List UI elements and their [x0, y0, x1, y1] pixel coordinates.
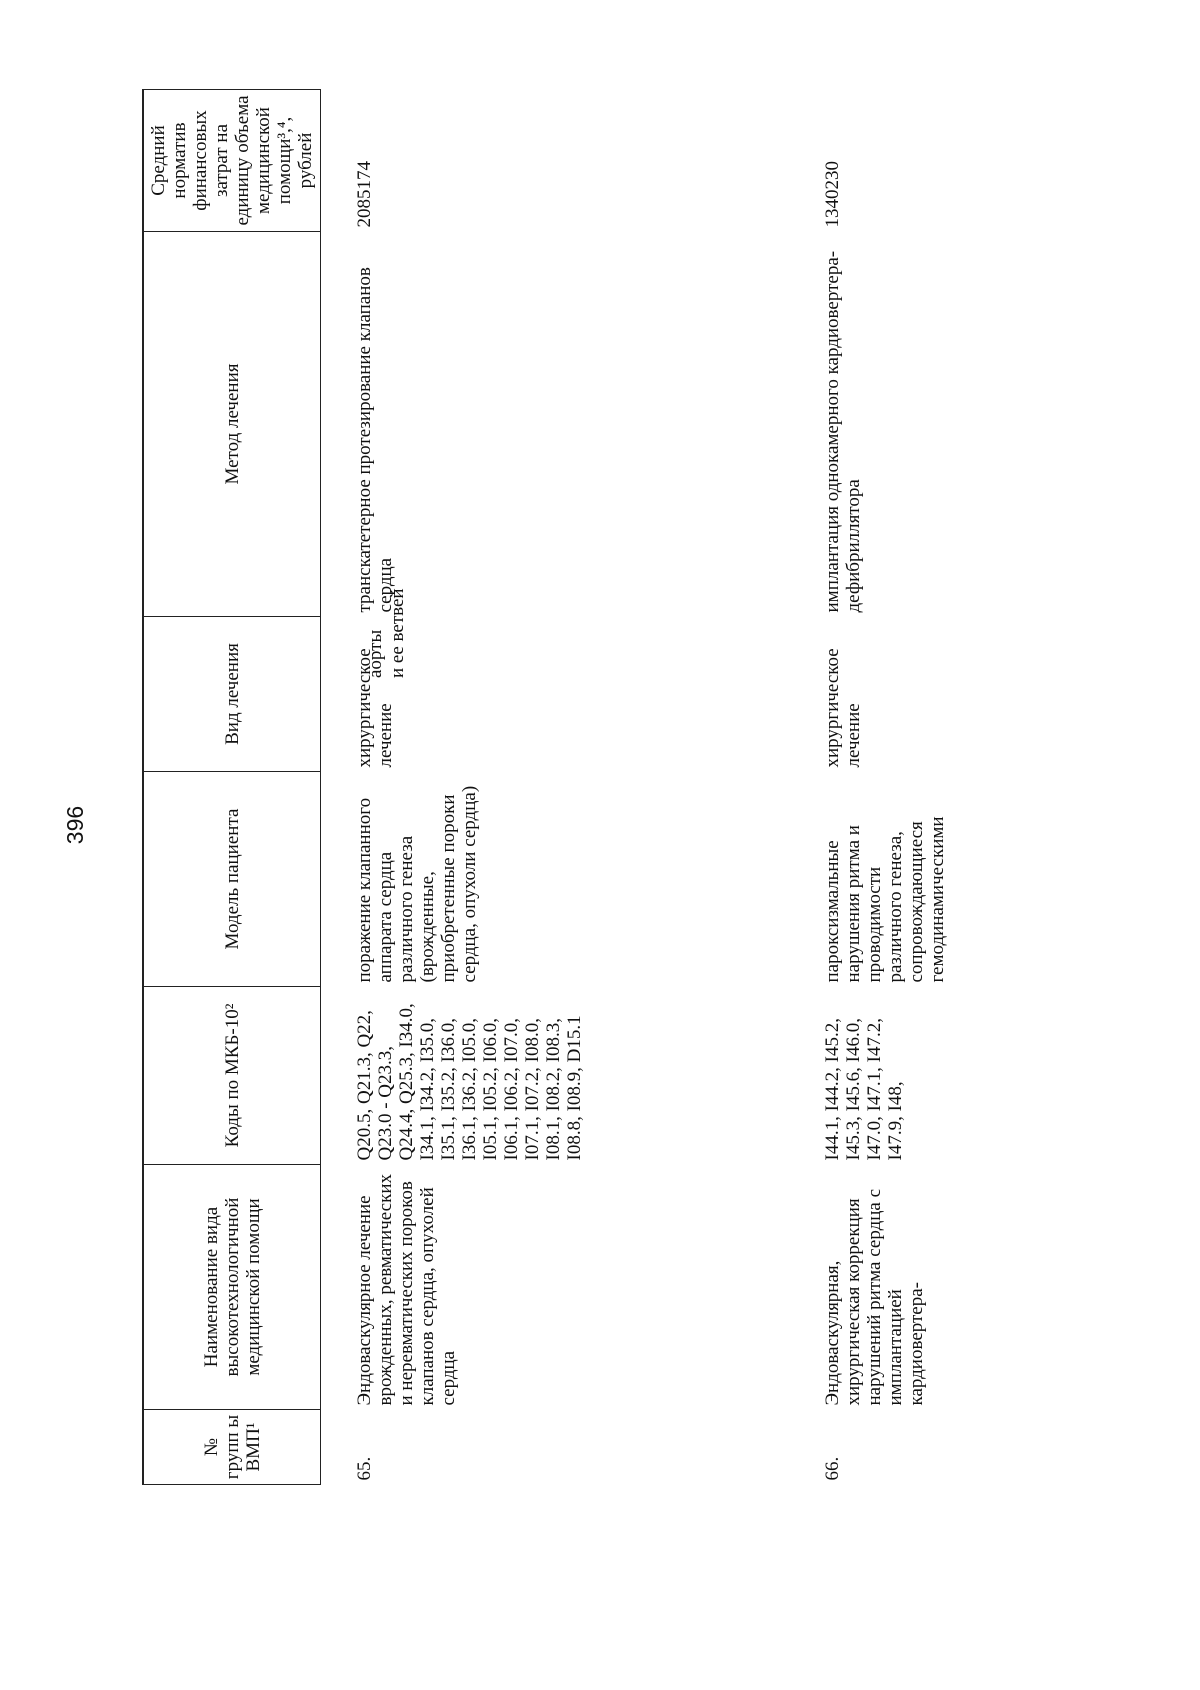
cell-icd-codes: Q20.5, Q21.3, Q22, Q23.0 - Q23.3, Q24.4, Q25.3, I34.0, I34.1, I34.2, I35.0, I35.1, I35.2, I36.0, I36.1, I36.2, I05.0, I05.1, I05.2, I06.0, I06.1, I06.2, I07.0, I07.1, I07.2, I08.0, I08.1, I08.2, I08.3, I08.8, I08.9, D15.1 [354, 1003, 585, 1161]
cell-icd-codes: I44.1, I44.2, I45.2, I45.3, I45.6, I46.0, I47.0, I47.1, I47.2, I47.9, I48, [822, 1018, 906, 1161]
cell-method: транскатетерное протезирование клапанов сердца [354, 267, 396, 613]
header-patient-model: Модель пациента [143, 772, 321, 987]
cell-group-no: 66. [822, 1456, 843, 1481]
cell-patient-model: пароксизмальные нарушения ритма и проводимости различного генеза, сопровождающиеся гемодинамическими [822, 816, 948, 983]
cell-group-no: 65. [354, 1456, 375, 1481]
header-method: Метод лечения [143, 232, 321, 617]
page-number: 396 [62, 805, 88, 845]
header-treatment-type: Вид лечения [143, 617, 321, 772]
cell-method: имплантация однокамерного кардиовертера-дефибриллятора [822, 250, 864, 613]
cell-patient-model: поражение клапанного аппарата сердца различного генеза (врожденные, приобретенные пороки сердца, опухоли сердца) [354, 785, 480, 983]
cell-treatment-type: хирургическое лечение [354, 648, 396, 768]
continuation-line-2: и ее ветвей [387, 588, 408, 678]
table-row [321, 90, 795, 1485]
header-icd-codes: Коды по МКБ-10² [143, 987, 321, 1165]
table-row [794, 90, 948, 1485]
cell-treatment-type: хирургическое лечение [822, 648, 864, 768]
header-group-no: № групп ы ВМП¹ [143, 1410, 321, 1485]
continuation-line-1: аорты [365, 629, 386, 678]
cell-cost: 2085174 [354, 161, 375, 228]
cell-name: Эндоваскулярное лечение врожденных, ревматических и неревматических пороков клапанов сердца, опухолей сердца [354, 1173, 459, 1406]
vmp-table [142, 89, 948, 1485]
header-name: Наименование вида высокотехнологичной медицинской помощи [143, 1165, 321, 1410]
table-header-row [143, 90, 321, 1485]
cell-cost: 1340230 [822, 161, 843, 228]
cell-name: Эндоваскулярная, хирургическая коррекция нарушений ритма сердца с имплантацией кардиовертера- [822, 1188, 927, 1406]
header-cost: Средний норматив финансовых затрат на единицу объема медицинской помощи³,⁴, рублей [143, 90, 321, 232]
